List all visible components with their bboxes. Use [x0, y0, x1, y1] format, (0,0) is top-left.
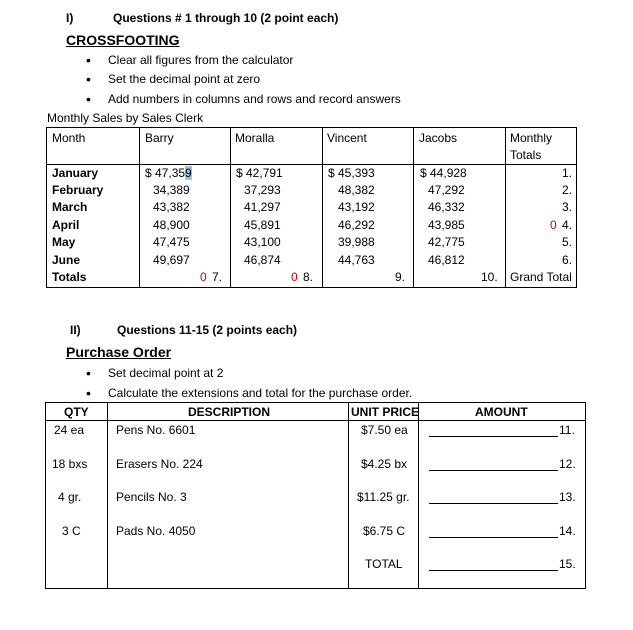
bullet-1: • Set decimal point at 2: [108, 366, 223, 380]
po-unit-price: $7.50 ea: [361, 423, 408, 437]
col-header-barry: Barry: [145, 131, 174, 145]
po-unit-price: $4.25 bx: [361, 457, 408, 471]
po-qty: 18 bxs: [52, 457, 88, 471]
bullet-3: • Add numbers in columns and rows and record answers: [108, 92, 401, 106]
cell-moralla: 41,297: [244, 200, 281, 214]
po-qty: 24 ea: [54, 423, 85, 437]
cell-moralla: 43,100: [244, 235, 281, 249]
row-month: April: [52, 218, 80, 232]
red-mark: 0: [291, 270, 298, 284]
cell-vincent: 46,292: [338, 218, 375, 232]
po-description: Erasers No. 224: [116, 457, 203, 471]
answer-number: 11.: [559, 423, 575, 437]
section-2-title: Purchase Order: [66, 344, 172, 360]
cell-jacobs: 46,332: [428, 200, 465, 214]
cell-barry: 43,382: [153, 200, 190, 214]
grand-total-label: Grand Total: [510, 270, 572, 284]
col-header-jacobs: Jacobs: [419, 131, 458, 145]
answer-blank: [429, 570, 558, 571]
answer-number: 4.: [561, 218, 572, 232]
col-header-monthly: Monthly: [510, 131, 553, 145]
po-header-amount: AMOUNT: [475, 405, 528, 419]
cell-moralla: 45,891: [244, 218, 281, 232]
row-month: February: [52, 183, 104, 197]
answer-number: 1.: [561, 166, 572, 180]
po-description: Pads No. 4050: [116, 524, 196, 538]
cell-vincent: $ 45,393: [328, 166, 375, 180]
red-mark: 0: [550, 218, 557, 232]
answer-blank: [429, 503, 558, 504]
col-header-totals: Totals: [510, 148, 542, 162]
row-month: May: [52, 235, 76, 249]
bullet-2: • Calculate the extensions and total for the purchase order.: [108, 386, 412, 400]
cell-vincent: 44,763: [338, 253, 375, 267]
answer-number: 9.: [395, 270, 406, 284]
section-1-heading: Questions # 1 through 10 (2 point each): [113, 11, 339, 25]
table-caption: Monthly Sales by Sales Clerk: [47, 111, 204, 125]
bullet-1: • Clear all figures from the calculator: [108, 53, 293, 67]
po-header-description: DESCRIPTION: [188, 405, 271, 419]
section-1-title: CROSSFOOTING: [66, 32, 180, 48]
answer-number: 10.: [481, 270, 498, 284]
selected-digit: 9: [185, 166, 192, 180]
cell-jacobs: 43,985: [428, 218, 465, 232]
row-month: June: [52, 253, 81, 267]
answer-number: 6.: [561, 253, 572, 267]
answer-number: 8.: [303, 270, 314, 284]
po-qty: 3 C: [62, 524, 81, 538]
answer-number: 3.: [561, 200, 572, 214]
answer-number: 14.: [559, 524, 576, 538]
cell-barry: 48,900: [153, 218, 190, 232]
cell-jacobs: 42,775: [428, 235, 465, 249]
col-header-moralla: Moralla: [235, 131, 275, 145]
col-header-month: Month: [52, 131, 86, 145]
po-unit-price: $6.75 C: [363, 524, 406, 538]
cell-vincent: 48,382: [338, 183, 375, 197]
row-month: January: [52, 166, 99, 180]
cell-barry: 47,475: [153, 235, 190, 249]
cell-moralla: $ 42,791: [236, 166, 283, 180]
answer-blank: [429, 537, 558, 538]
col-header-vincent: Vincent: [327, 131, 367, 145]
section-2-numeral: II): [70, 323, 81, 337]
totals-label: Totals: [52, 270, 87, 284]
answer-blank: [429, 470, 558, 471]
po-header-unit-price: UNIT PRICE: [351, 405, 420, 419]
bullet-2: • Set the decimal point at zero: [108, 72, 260, 86]
section-1-numeral: I): [66, 11, 74, 25]
cell-vincent: 43,192: [338, 200, 375, 214]
po-header-qty: QTY: [64, 405, 89, 419]
po-unit-price: $11.25 gr.: [357, 490, 410, 504]
answer-number: 13.: [559, 490, 576, 504]
cell-moralla: 46,874: [244, 253, 281, 267]
po-description: Pencils No. 3: [116, 490, 187, 504]
po-qty: 4 gr.: [58, 490, 82, 504]
row-month: March: [52, 200, 88, 214]
cell-barry: $ 47,359: [145, 166, 192, 180]
answer-blank: [429, 436, 558, 437]
po-description: Pens No. 6601: [116, 423, 196, 437]
answer-number: 7.: [212, 270, 223, 284]
cell-barry: 49,697: [153, 253, 190, 267]
answer-number: 15.: [559, 557, 576, 571]
section-2-heading: Questions 11-15 (2 points each): [117, 323, 298, 337]
answer-number: 2.: [561, 183, 572, 197]
answer-number: 5.: [561, 235, 572, 249]
cell-jacobs: 46,812: [428, 253, 465, 267]
po-total-label: TOTAL: [365, 557, 403, 571]
red-mark: 0: [200, 270, 207, 284]
cell-barry: 34,389: [153, 183, 190, 197]
answer-number: 12.: [559, 457, 576, 471]
cell-jacobs: $ 44,928: [420, 166, 467, 180]
cell-jacobs: 47,292: [428, 183, 465, 197]
cell-moralla: 37,293: [244, 183, 281, 197]
cell-vincent: 39,988: [338, 235, 375, 249]
